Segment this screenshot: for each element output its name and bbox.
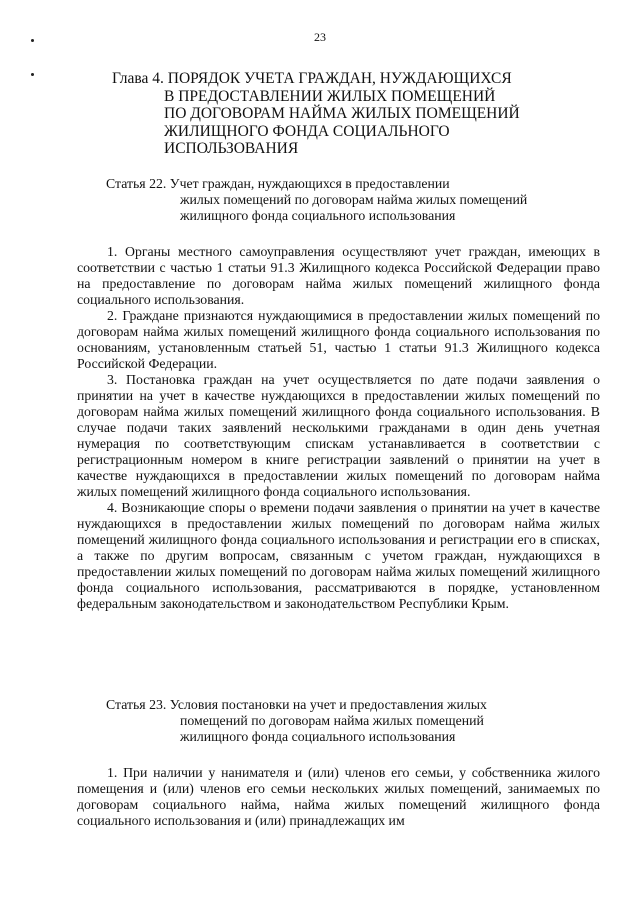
article-paragraph: 4. Возникающие споры о времени подачи заявления о принятии на учет в качестве нуждающихся в предоставлении жилых помещений по договорам найма жилых помещений жилищного фонда социального использования и регистрации его в списках, а также по другим вопросам, связанным с учетом граждан, нуждающихся в предоставлении жилых помещений по договорам найма жилых помещений жилищного фонда социального использования, рассматриваются в порядке, установленном федеральным законодательством и законодательством Республики Крым. (77, 500, 600, 611)
chapter-heading-line: ПО ДОГОВОРАМ НАЙМА ЖИЛЫХ ПОМЕЩЕНИЙ (164, 105, 520, 122)
article-paragraph: 2. Граждане признаются нуждающимися в предоставлении жилых помещений по договорам найма жилых помещений жилищного фонда социального использования по основаниям, установленным статьей 51, частью 1 статьи 91.3 Жилищного кодекса Российской Федерации. (77, 308, 600, 371)
article-23-body (77, 765, 600, 829)
page-number: 23 (314, 30, 326, 44)
chapter-heading-line: ЖИЛИЩНОГО ФОНДА СОЦИАЛЬНОГО (164, 122, 450, 140)
article-paragraph: 3. Постановка граждан на учет осуществляется по дате подачи заявления о принятии на учет в качестве нуждающихся в предоставлении жилых помещений по договорам найма жилых помещений жилищного фонда социального использования. В случае подачи таких заявлений несколькими гражданами в один день учетная нумерация по соответствующим спискам устанавливается в соответствии с регистрационным номером в книге регистрации заявлений о принятии на учет в качестве нуждающихся в предоставлении жилых помещений по договорам найма жилых помещений жилищного фонда социального использования. (77, 372, 600, 499)
article-paragraph: 1. Органы местного самоуправления осуществляют учет граждан, имеющих в соответствии с частью 1 статьи 91.3 Жилищного кодекса Российской Федерации право на предоставление по договорам найма жилых помещений жилищного фонда социального использования. (77, 244, 600, 307)
article-22-body (77, 244, 600, 612)
article-title-line: жилищного фонда социального использования (180, 208, 456, 223)
article-title-line: помещений по договорам найма жилых помещений (180, 713, 484, 728)
chapter-heading-line: Глава 4. ПОРЯДОК УЧЕТА ГРАЖДАН, НУЖДАЮЩИХСЯ (112, 70, 512, 87)
chapter-heading (112, 70, 520, 158)
chapter-heading-line: В ПРЕДОСТАВЛЕНИИ ЖИЛЫХ ПОМЕЩЕНИЙ (164, 87, 496, 105)
margin-dot-mark (31, 39, 34, 42)
article-23-title (106, 697, 487, 745)
article-title-line: жилых помещений по договорам найма жилых помещений (180, 192, 528, 207)
article-title-line: жилищного фонда социального использования (180, 729, 456, 744)
margin-dot-mark (31, 73, 34, 76)
article-paragraph: 1. При наличии у нанимателя и (или) членов его семьи, у собственника жилого помещения и (или) членов его семьи нескольких жилых помещений, занимаемых по договорам социального найма, найма жилых помещений жилищного фонда социального использования и (или) принадлежащих им (77, 765, 600, 828)
article-title-line: Статья 23. Условия постановки на учет и предоставления жилых (106, 697, 487, 712)
chapter-heading-line: ИСПОЛЬЗОВАНИЯ (164, 140, 299, 157)
article-title-line: Статья 22. Учет граждан, нуждающихся в предоставлении (106, 176, 450, 191)
article-22-title (106, 176, 527, 224)
